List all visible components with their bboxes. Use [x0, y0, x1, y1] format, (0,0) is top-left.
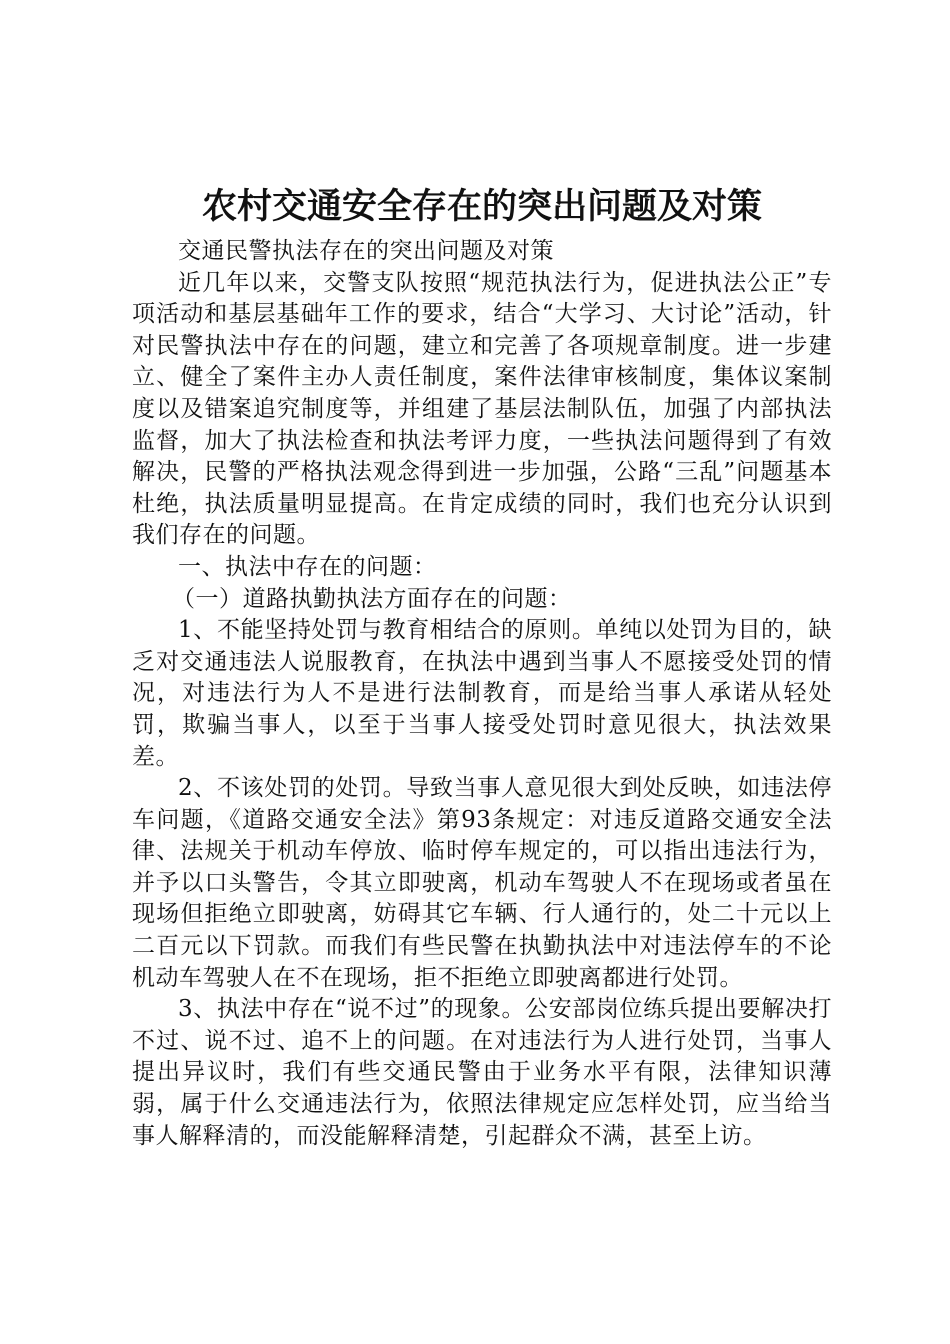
point-3-paragraph: 3、执法中存在“说不过”的现象。公安部岗位练兵提出要解决打不过、说不过、追不上的问题。在对违法行为人进行处罚，当事人提出异议时，我们有些交通民警由于业务水平有限，法律知识薄弱，属于什么交通违法行为，依照法律规定应怎样处罚，应当给当事人解释清的，而没能解释清楚，引起群众不满，甚至上访。 — [132, 996, 832, 1149]
section-heading: 一、执法中存在的问题： — [178, 553, 437, 580]
point-2-paragraph: 2、不该处罚的处罚。导致当事人意见很大到处反映，如违法停车问题，《道路交通安全法》第93条规定：对违反道路交通安全法律、法规关于机动车停放、临时停车规定的，可以指出违法行为，并予以口头警告，令其立即驶离，机动车驾驶人不在现场或者虽在现场但拒绝立即驶离，妨碍其它车辆、行人通行的，处二十元以上二百元以下罚款。而我们有些民警在执勤执法中对违法停车的不论机动车驾驶人在不在现场，拒不拒绝立即驶离都进行处罚。 — [132, 775, 832, 991]
point-1-paragraph: 1、不能坚持处罚与教育相结合的原则。单纯以处罚为目的，缺乏对交通违法人说服教育，在执法中遇到当事人不愿接受处罚的情况，对违法行为人不是进行法制教育，而是给当事人承诺从轻处罚，欺骗当事人，以至于当事人接受处罚时意见很大，执法效果差。 — [132, 617, 832, 770]
document-subtitle: 交通民警执法存在的突出问题及对策 — [178, 238, 554, 264]
document-page — [132, 178, 832, 1152]
subsection-heading: （一）道路执勤执法方面存在的问题： — [172, 585, 572, 612]
document-title: 农村交通安全存在的突出问题及对策 — [201, 186, 762, 227]
intro-paragraph: 近几年以来，交警支队按照“规范执法行为，促进执法公正”专项活动和基层基础年工作的要求，结合“大学习、大讨论”活动，针对民警执法中存在的问题，建立和完善了各项规章制度。进一步建立、健全了案件主办人责任制度，案件法律审核制度，集体议案制度以及错案追究制度等，并组建了基层法制队伍，加强了内部执法监督，加大了执法检查和执法考评力度，一些执法问题得到了有效解决，民警的严格执法观念得到进一步加强，公路“三乱”问题基本杜绝，执法质量明显提高。在肯定成绩的同时，我们也充分认识到我们存在的问题。 — [132, 269, 832, 549]
